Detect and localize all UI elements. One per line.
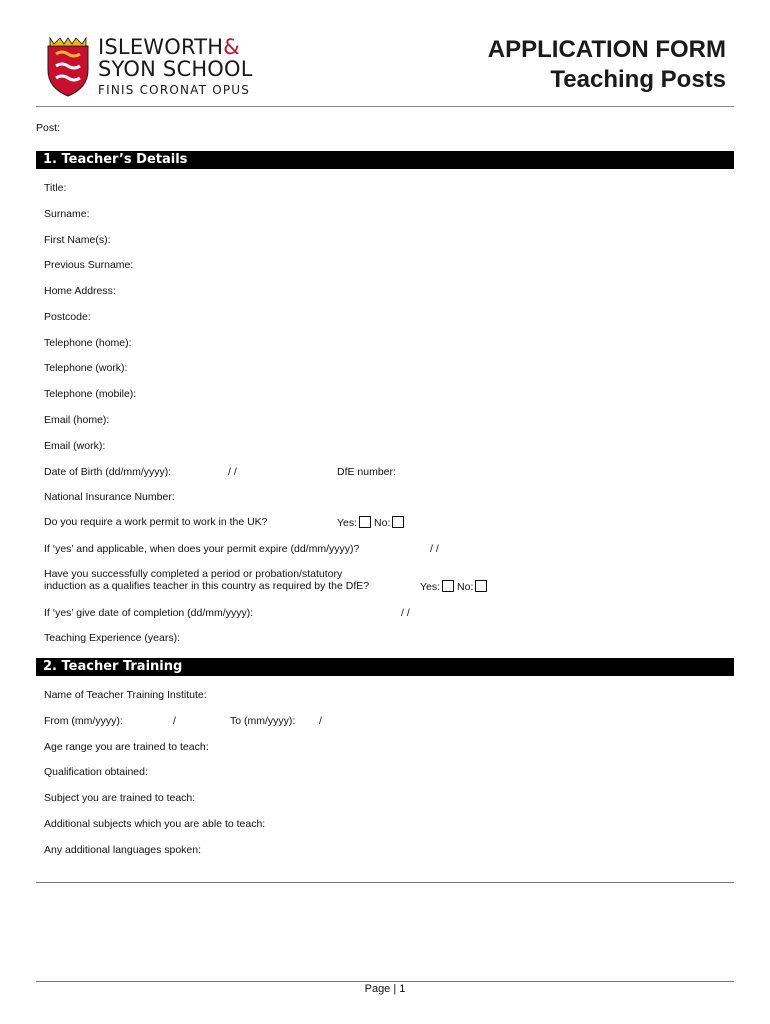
- surname-label: Surname:: [44, 208, 90, 220]
- dfe-number-label: DfE number:: [337, 466, 396, 478]
- work-permit-question: Do you require a work permit to work in the UK?: [44, 516, 268, 528]
- from-label: From (mm/yyyy):: [44, 715, 123, 727]
- induction-question: [44, 568, 369, 592]
- post-label: Post:: [36, 122, 60, 134]
- to-label: To (mm/yyyy):: [230, 715, 296, 727]
- form-title: APPLICATION FORM: [487, 36, 726, 63]
- home-address-label: Home Address:: [44, 285, 116, 297]
- title-label: Title:: [44, 182, 67, 194]
- dob-separators: / /: [228, 466, 237, 478]
- school-name-line1: ISLEWORTH&: [98, 35, 240, 59]
- email-home-label: Email (home):: [44, 414, 110, 426]
- work-permit-yes-checkbox[interactable]: [359, 516, 371, 528]
- header-divider: [36, 106, 734, 107]
- institute-label: Name of Teacher Training Institute:: [44, 689, 207, 701]
- no-label: No:: [374, 517, 391, 529]
- induction-no-checkbox[interactable]: [475, 580, 487, 592]
- to-separator: /: [319, 715, 322, 727]
- school-name-line2: SYON SCHOOL: [98, 57, 253, 81]
- yes-label: Yes:: [420, 581, 441, 593]
- induction-options: [420, 580, 490, 593]
- school-motto: FINIS CORONAT OPUS: [98, 83, 251, 97]
- yes-label: Yes:: [337, 517, 358, 529]
- completion-date-separators: / /: [401, 607, 410, 619]
- previous-surname-label: Previous Surname:: [44, 259, 134, 271]
- qualification-label: Qualification obtained:: [44, 766, 148, 778]
- additional-subjects-label: Additional subjects which you are able to teach:: [44, 818, 266, 830]
- postcode-label: Postcode:: [44, 311, 91, 323]
- school-crest-icon: [46, 36, 90, 98]
- section-header-teacher-training: [36, 658, 734, 676]
- from-separator: /: [173, 715, 176, 727]
- subject-label: Subject you are trained to teach:: [44, 792, 196, 804]
- ni-number-label: National Insurance Number:: [44, 491, 175, 503]
- dob-label: Date of Birth (dd/mm/yyyy):: [44, 466, 172, 478]
- telephone-mobile-label: Telephone (mobile):: [44, 388, 137, 400]
- no-label: No:: [457, 581, 474, 593]
- permit-expire-question: If ‘yes’ and applicable, when does your permit expire (dd/mm/yyyy)?: [44, 543, 360, 555]
- telephone-work-label: Telephone (work):: [44, 362, 128, 374]
- email-work-label: Email (work):: [44, 440, 106, 452]
- school-logo-text: [98, 36, 253, 97]
- induction-yes-checkbox[interactable]: [442, 580, 454, 592]
- induction-question-line2: induction as a qualifies teacher in this country as required by the DfE?: [44, 580, 370, 592]
- work-permit-no-checkbox[interactable]: [392, 516, 404, 528]
- form-subtitle: Teaching Posts: [550, 66, 726, 93]
- work-permit-options: [337, 516, 407, 529]
- section-header-teachers-details: [36, 151, 734, 169]
- footer-divider: [36, 981, 734, 982]
- induction-question-line1: Have you successfully completed a period or probation/statutory: [44, 568, 343, 580]
- completion-date-question: If ‘yes’ give date of completion (dd/mm/yyyy):: [44, 607, 254, 619]
- permit-expire-separators: / /: [430, 543, 439, 555]
- form-title-block: [488, 36, 726, 96]
- first-names-label: First Name(s):: [44, 234, 111, 246]
- age-range-label: Age range you are trained to teach:: [44, 741, 209, 753]
- section-heading: 2. Teacher Training: [43, 659, 183, 674]
- teaching-experience-label: Teaching Experience (years):: [44, 632, 180, 644]
- telephone-home-label: Telephone (home):: [44, 337, 132, 349]
- section-heading: 1. Teacher’s Details: [43, 152, 188, 167]
- section-end-divider: [36, 882, 734, 883]
- languages-label: Any additional languages spoken:: [44, 844, 202, 856]
- page-number: Page | 1: [364, 983, 406, 995]
- school-ampersand: &: [223, 35, 240, 59]
